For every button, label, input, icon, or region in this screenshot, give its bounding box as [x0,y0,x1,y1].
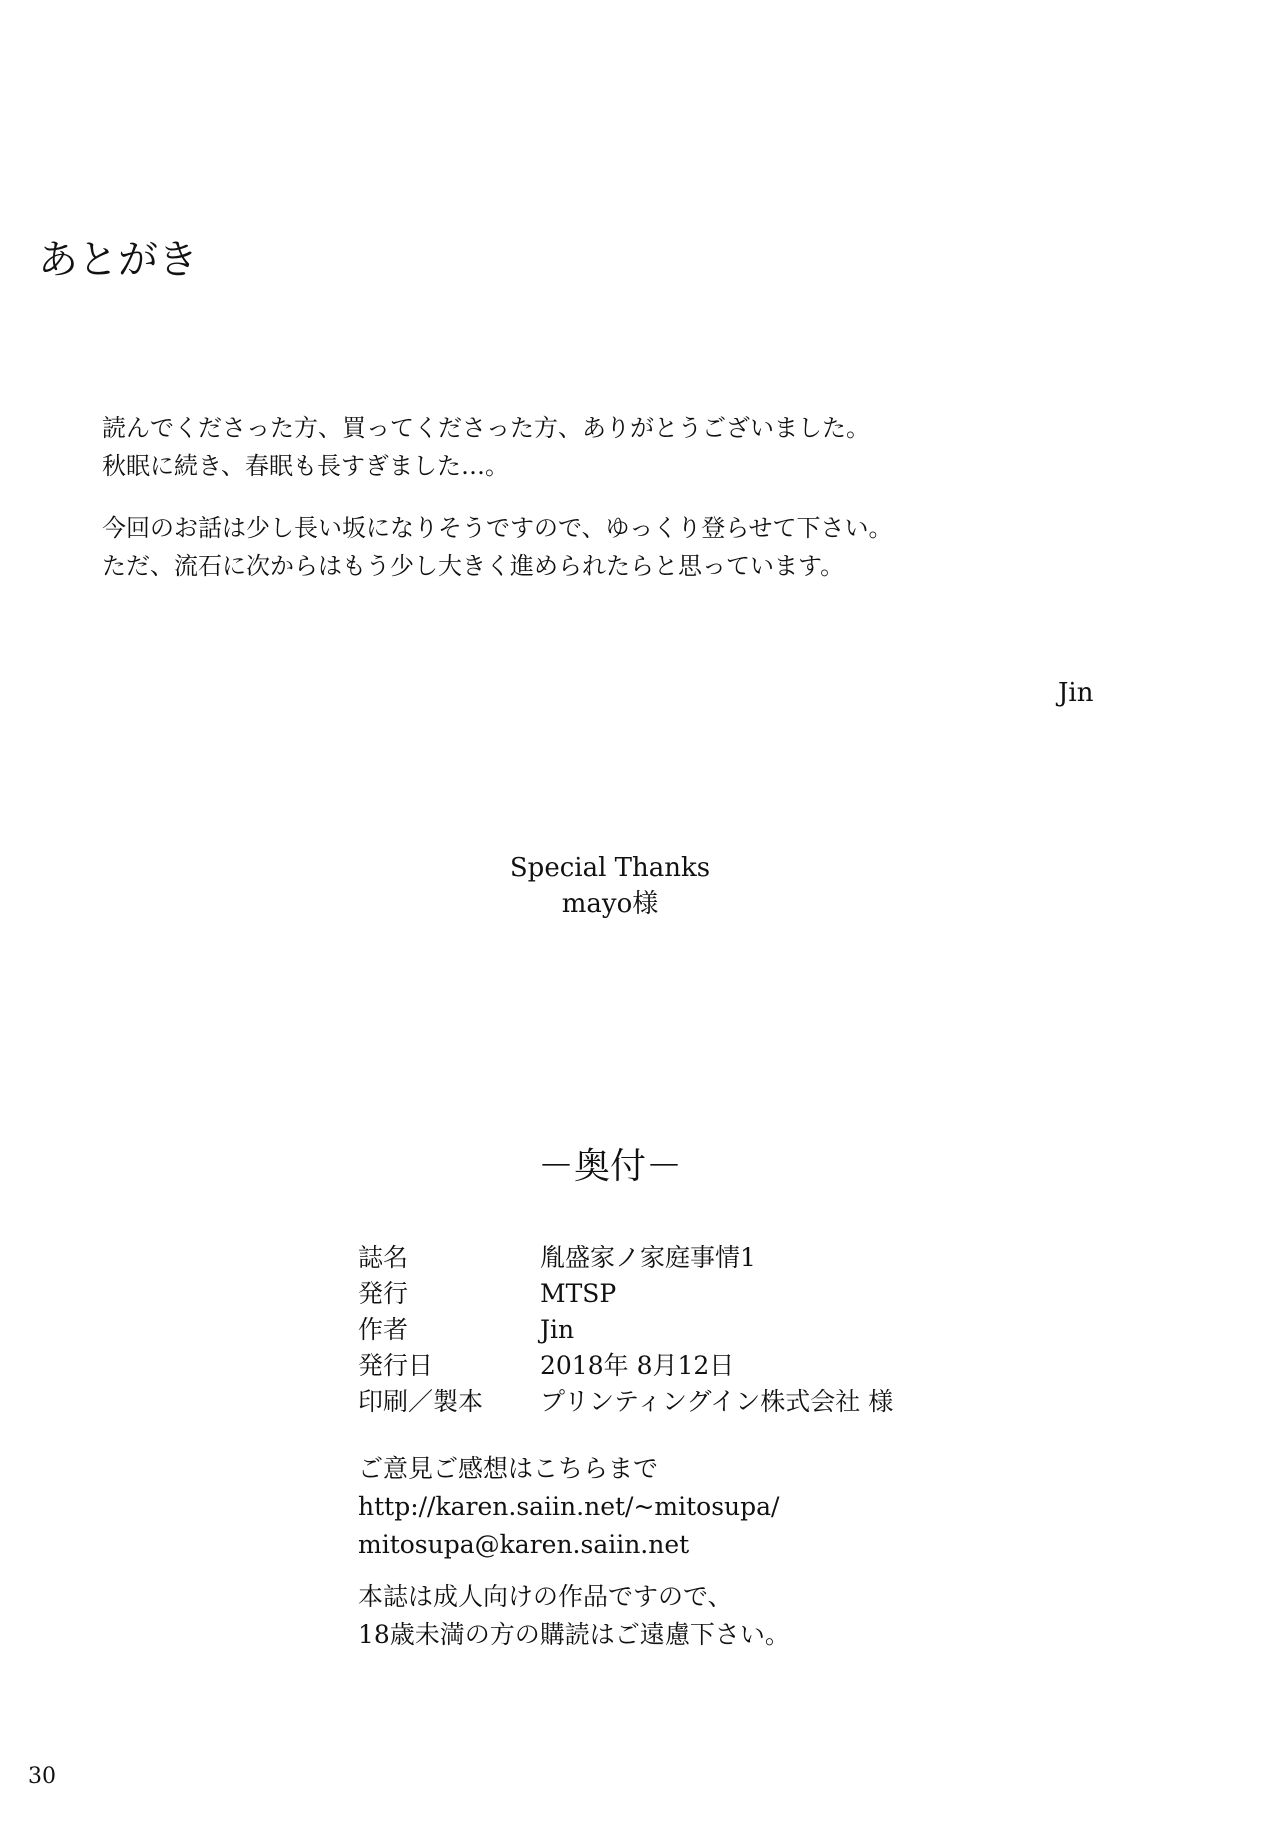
afterword-paragraph-2 [102,509,893,585]
colophon-label: 印刷／製本 [358,1387,484,1416]
age-notice-line: 本誌は成人向けの作品ですので、 [358,1582,733,1611]
colophon-row-printer [358,1384,893,1420]
afterword-line: 秋眠に続き、春眠も長すぎました…。 [102,452,510,480]
afterword-line: ただ、流石に次からはもう少し大きく進められたらと思っています。 [102,552,845,580]
afterword-paragraph-1 [102,409,870,485]
colophon-value: 胤盛家ノ家庭事情1 [540,1243,756,1272]
contact-url: http://karen.saiin.net/~mitosupa/ [358,1492,780,1521]
afterword-title: あとがき [38,237,198,283]
colophon-label: 作者 [358,1315,409,1344]
colophon-row-author [358,1312,893,1348]
colophon-row-publisher [358,1276,893,1312]
afterword-line: 今回のお話は少し長い坂になりそうですので、ゆっくり登らせて下さい。 [102,514,893,542]
age-notice [358,1578,790,1654]
colophon-row-date [358,1348,893,1384]
special-thanks-name: mayo様 [561,889,659,919]
contact-block [358,1450,779,1564]
colophon-table [358,1240,893,1420]
special-thanks [0,850,1220,922]
colophon-label: 発行日 [358,1351,434,1380]
colophon-value: プリンティングイン株式会社 様 [540,1387,894,1416]
colophon-row-title [358,1240,893,1276]
colophon-label: 誌名 [358,1243,409,1272]
contact-intro: ご意見ご感想はこちらまで [358,1454,659,1483]
age-notice-line: 18歳未満の方の購読はご遠慮下さい。 [358,1620,790,1649]
contact-email: mitosupa@karen.saiin.net [358,1530,690,1559]
special-thanks-heading: Special Thanks [509,853,711,883]
colophon-value: Jin [540,1315,575,1344]
colophon-value: 2018年 8月12日 [540,1351,735,1380]
colophon-heading: －奥付－ [537,1146,682,1187]
author-signature: Jin [1058,678,1094,708]
afterword-line: 読んでくださった方、買ってくださった方、ありがとうございました。 [102,414,870,442]
page-number: 30 [28,1764,56,1789]
colophon-label: 発行 [358,1279,409,1308]
colophon-value: MTSP [540,1279,617,1308]
